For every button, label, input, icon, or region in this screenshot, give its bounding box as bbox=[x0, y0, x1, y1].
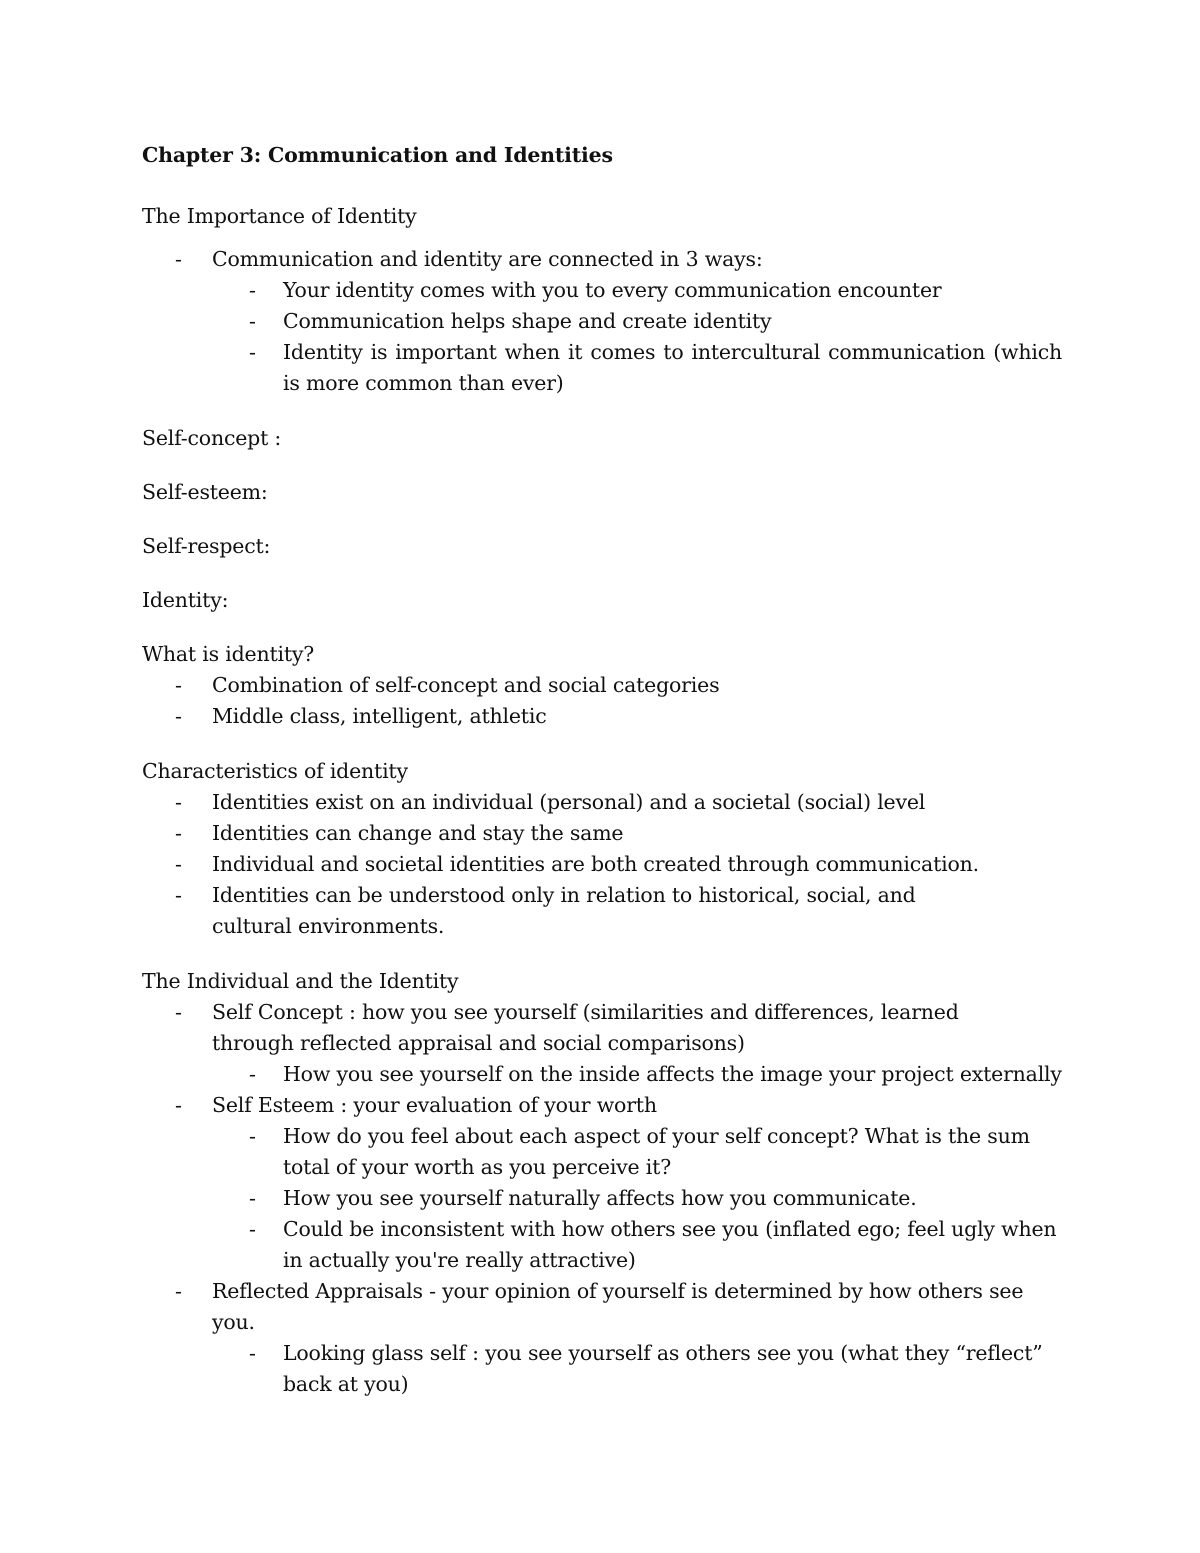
section-heading: The Individual and the Identity bbox=[142, 969, 459, 993]
bullet-list bbox=[142, 997, 1062, 1400]
bullet-list bbox=[142, 670, 1062, 732]
dash-bullet: - bbox=[175, 1279, 182, 1303]
dash-bullet: - bbox=[249, 340, 256, 364]
sub-list-item: - Could be inconsistent with how others see you (inflated ego; feel ugly when in actually you're really attractive) bbox=[142, 1214, 1062, 1276]
sub-list-item: - How you see yourself naturally affects how you communicate. bbox=[142, 1183, 1062, 1214]
definition-label-self-respect: Self-respect: bbox=[142, 534, 271, 558]
list-item: - Identities can be understood only in relation to historical, social, and cultural environments. bbox=[142, 880, 1062, 942]
section-heading: Characteristics of identity bbox=[142, 759, 408, 783]
dash-bullet: - bbox=[175, 821, 182, 845]
definition-label-self-concept: Self-concept : bbox=[142, 426, 282, 450]
dash-bullet: - bbox=[175, 704, 182, 728]
dash-bullet: - bbox=[175, 883, 182, 907]
list-item: - Identities can change and stay the same bbox=[142, 818, 1062, 849]
list-item: - Combination of self-concept and social categories bbox=[142, 670, 1062, 701]
dash-bullet: - bbox=[249, 1062, 256, 1086]
dash-bullet: - bbox=[175, 1093, 182, 1117]
dash-bullet: - bbox=[249, 1124, 256, 1148]
sub-list-item: - Identity is important when it comes to intercultural communication (which is more common than ever) bbox=[142, 337, 1062, 399]
list-item: - Middle class, intelligent, athletic bbox=[142, 701, 1062, 732]
dash-bullet: - bbox=[175, 790, 182, 814]
sub-list-item: - Your identity comes with you to every communication encounter bbox=[142, 275, 1062, 306]
dash-bullet: - bbox=[249, 1186, 256, 1210]
sub-list-item: - How you see yourself on the inside affects the image your project externally bbox=[142, 1059, 1062, 1090]
dash-bullet: - bbox=[249, 278, 256, 302]
bullet-list bbox=[142, 787, 1062, 942]
list-item: - Individual and societal identities are both created through communication. bbox=[142, 849, 1062, 880]
section-heading: What is identity? bbox=[142, 642, 315, 666]
definition-label-self-esteem: Self-esteem: bbox=[142, 480, 268, 504]
list-item: - Self Concept : how you see yourself (similarities and differences, learned through reflected appraisal and social comparisons) bbox=[142, 997, 1062, 1059]
definition-label-identity: Identity: bbox=[142, 588, 229, 612]
document-page bbox=[142, 140, 1062, 1400]
section-heading: The Importance of Identity bbox=[142, 204, 417, 228]
list-item: - Reflected Appraisals - your opinion of yourself is determined by how others see you. bbox=[142, 1276, 1062, 1338]
list-item: - Communication and identity are connected in 3 ways: bbox=[142, 244, 1062, 275]
dash-bullet: - bbox=[175, 673, 182, 697]
dash-bullet: - bbox=[175, 1000, 182, 1024]
dash-bullet: - bbox=[249, 1341, 256, 1365]
sub-list-item: - How do you feel about each aspect of your self concept? What is the sum total of your worth as you perceive it? bbox=[142, 1121, 1062, 1183]
dash-bullet: - bbox=[175, 852, 182, 876]
bullet-list bbox=[142, 244, 1062, 399]
sub-list-item: - Looking glass self : you see yourself as others see you (what they “reflect” back at you) bbox=[142, 1338, 1062, 1400]
dash-bullet: - bbox=[249, 1217, 256, 1241]
list-item: - Identities exist on an individual (personal) and a societal (social) level bbox=[142, 787, 1062, 818]
sub-list-item: - Communication helps shape and create identity bbox=[142, 306, 1062, 337]
list-item: - Self Esteem : your evaluation of your worth bbox=[142, 1090, 1062, 1121]
dash-bullet: - bbox=[175, 247, 182, 271]
page-title: Chapter 3: Communication and Identities bbox=[142, 143, 613, 167]
dash-bullet: - bbox=[249, 309, 256, 333]
